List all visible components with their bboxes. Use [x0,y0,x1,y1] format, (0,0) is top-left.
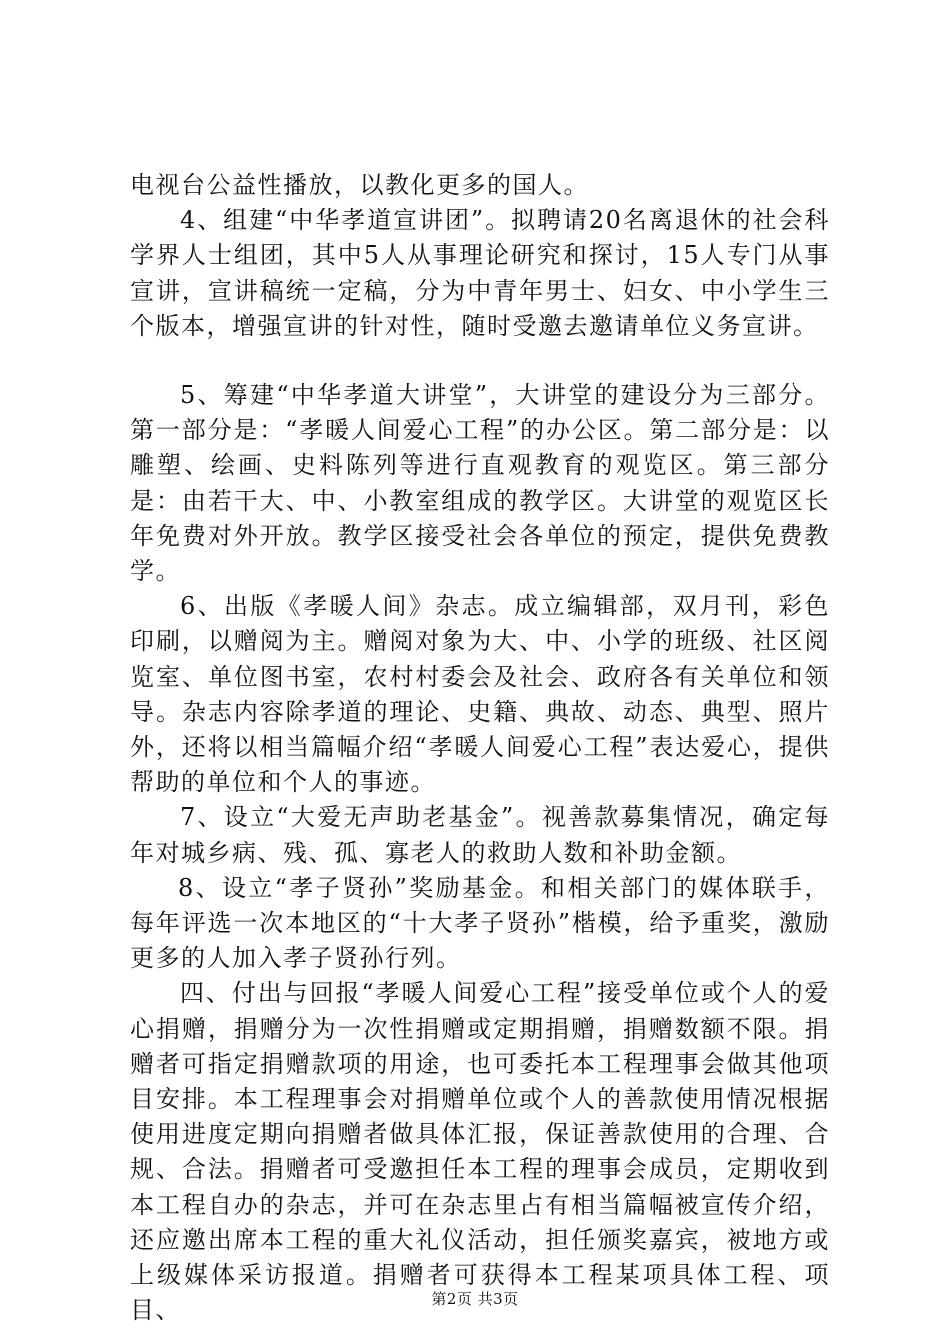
paragraph-item-5: 5、筹建“中华孝道大讲堂”，大讲堂的建设分为三部分。第一部分是：“孝暖人间爱心工程”的办公区。第二部分是：以雕塑、绘画、史料陈列等进行直观教育的观览区。第三部分是：由若干大、中、小教室组成的教学区。大讲堂的观览区长年免费对外开放。教学区接受社会各单位的预定，提供免费教学。 [130,381,830,586]
paragraph-item-4: 4、组建“中华孝道宣讲团”。拟聘请20名离退休的社会科学界人士组团，其中5人从事理论研究和探讨，15人专门从事宣讲，宣讲稿统一定稿，分为中青年男士、妇女、中小学生三个版本，增强宣讲的针对性，随时受邀去邀请单位义务宣讲。 [130,206,830,340]
paragraph-item-7: 7、设立“大爱无声助老基金”。视善款募集情况，确定每年对城乡病、残、孤、寡老人的救助人数和补助金额。 [130,803,830,867]
paragraph-continuation: 电视台公益性播放，以教化更多的国人。 [130,171,589,199]
paragraph-item-6: 6、出版《孝暖人间》杂志。成立编辑部，双月刊，彩色印刷，以赠阅为主。赠阅对象为大、中、小学的班级、社区阅览室、单位图书室，农村村委会及社会、政府各有关单位和领导。杂志内容除孝道的理论、史籍、典故、动态、典型、照片外，还将以相当篇幅介绍“孝暖人间爱心工程”表达爱心，提供帮助的单位和个人的事迹。 [130,592,830,797]
paragraph-section-4: 四、付出与回报“孝暖人间爱心工程”接受单位或个人的爱心捐赠，捐赠分为一次性捐赠或定期捐赠，捐赠数额不限。捐赠者可指定捐赠款项的用途，也可委托本工程理事会做其他项目安排。本工程理事会对捐赠单位或个人的善款使用情况根据使用进度定期向捐赠者做具体汇报，保证善款使用的合理、合规、合法。捐赠者可受邀担任本工程的理事会成员，定期收到本工程自办的杂志，并可在杂志里占有相当篇幅被宣传介绍，还应邀出席本工程的重大礼仪活动，担任颁奖嘉宾，被地方或上级媒体采访报道。捐赠者可获得本工程某项具体工程、项目、 [130,979,830,1325]
page-footer: 第2页 共3页 [431,1290,519,1308]
document-body [130,168,830,1329]
paragraph-item-8: 8、设立“孝子贤孙”奖励基金。和相关部门的媒体联手，每年评选一次本地区的“十大孝子贤孙”楷模，给予重奖，激励更多的人加入孝子贤孙行列。 [130,873,830,973]
